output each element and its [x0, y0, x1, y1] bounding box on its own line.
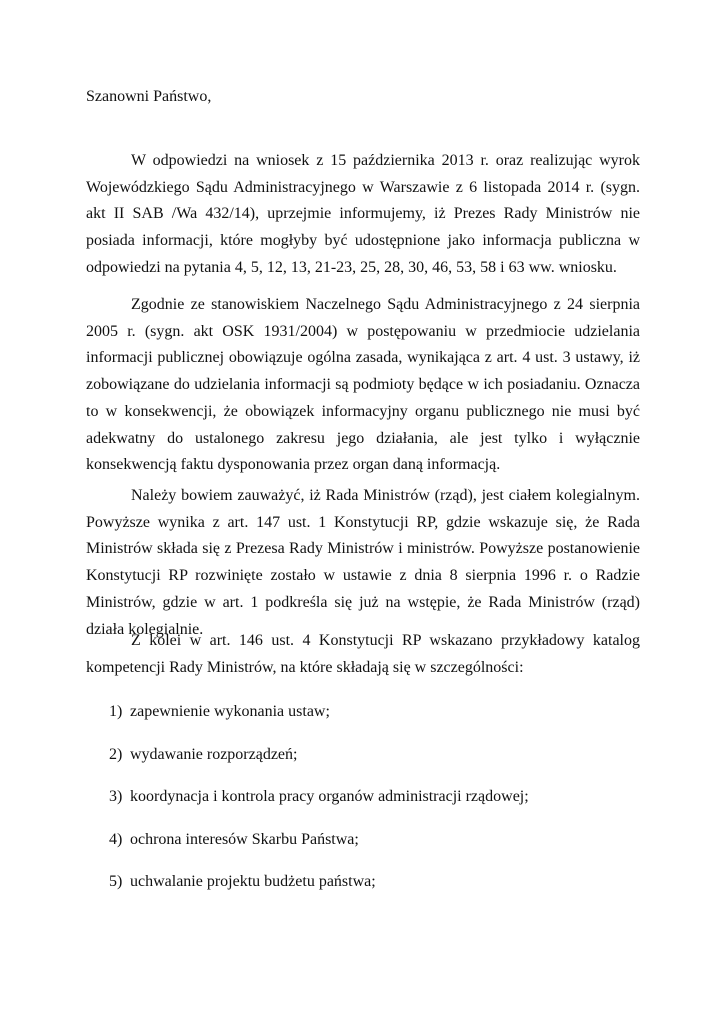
list-item: [109, 829, 529, 872]
competence-list: [109, 701, 529, 914]
list-item-number: 5): [109, 873, 123, 890]
list-item-number: 2): [109, 745, 123, 763]
list-item-text: koordynacja i kontrola pracy organów administracji rządowej;: [130, 788, 529, 805]
list-item-number: 3): [109, 788, 123, 805]
list-item-text: ochrona interesów Skarbu Państwa;: [130, 830, 359, 848]
paragraph-4: Z kolei w art. 146 ust. 4 Konstytucji RP wskazano przykładowy katalog kompetencji Rady Ministrów, na które składają się w szczególności:: [86, 632, 640, 676]
paragraph-2: Zgodnie ze stanowiskiem Naczelnego Sądu Administracyjnego z 24 sierpnia 2005 r. (sygn. akt OSK 1931/2004) w postępowaniu w przedmiocie udzielania informacji publicznej obowiązuje ogólna zasada, wynikająca z art. 4 ust. 3 ustawy, iż zobowiązane do udzielania informacji są podmioty będące w ich posiadaniu. Oznacza to w konsekwencji, że obowiązek informacyjny organu publicznego nie musi być adekwatny do ustalonego zakresu jego działania, ale jest tylko i wyłącznie konsekwencją faktu dysponowania przez organ daną informacją.: [86, 296, 640, 474]
list-item: [109, 744, 529, 787]
list-item-text: zapewnienie wykonania ustaw;: [130, 703, 330, 720]
paragraph-1: W odpowiedzi na wniosek z 15 października 2013 r. oraz realizując wyrok Wojewódzkiego Sądu Administracyjnego w Warszawie z 6 listopada 2014 r. (sygn. akt II SAB /Wa 432/14), uprzejmie informujemy, iż Prezes Rady Ministrów nie posiada informacji, które mogłyby być udostępnione jako informacja publiczna w odpowiedzi na pytania 4, 5, 12, 13, 21-23, 25, 28, 30, 46, 53, 58 i 63 ww. wniosku.: [86, 152, 640, 276]
list-item: [109, 871, 529, 914]
list-item-text: uchwalanie projektu budżetu państwa;: [130, 873, 376, 890]
list-item: [109, 786, 529, 829]
list-item: [109, 701, 529, 744]
paragraph-3: Należy bowiem zauważyć, iż Rada Ministrów (rząd), jest ciałem kolegialnym. Powyższe wynika z art. 147 ust. 1 Konstytucji RP, gdzie wskazuje się, że Rada Ministrów składa się z Prezesa Rady Ministrów i ministrów. Powyższe postanowienie Konstytucji RP rozwinięte zostało w ustawie z dnia 8 sierpnia 1996 r. o Radzie Ministrów, gdzie w art. 1 podkreśla się już na wstępie, że Rada Ministrów (rząd) działa kolegialnie.: [86, 487, 640, 638]
list-item-number: 4): [109, 830, 123, 848]
list-item-text: wydawanie rozporządzeń;: [130, 745, 298, 763]
list-item-number: 1): [109, 703, 123, 720]
salutation: Szanowni Państwo,: [86, 88, 212, 105]
